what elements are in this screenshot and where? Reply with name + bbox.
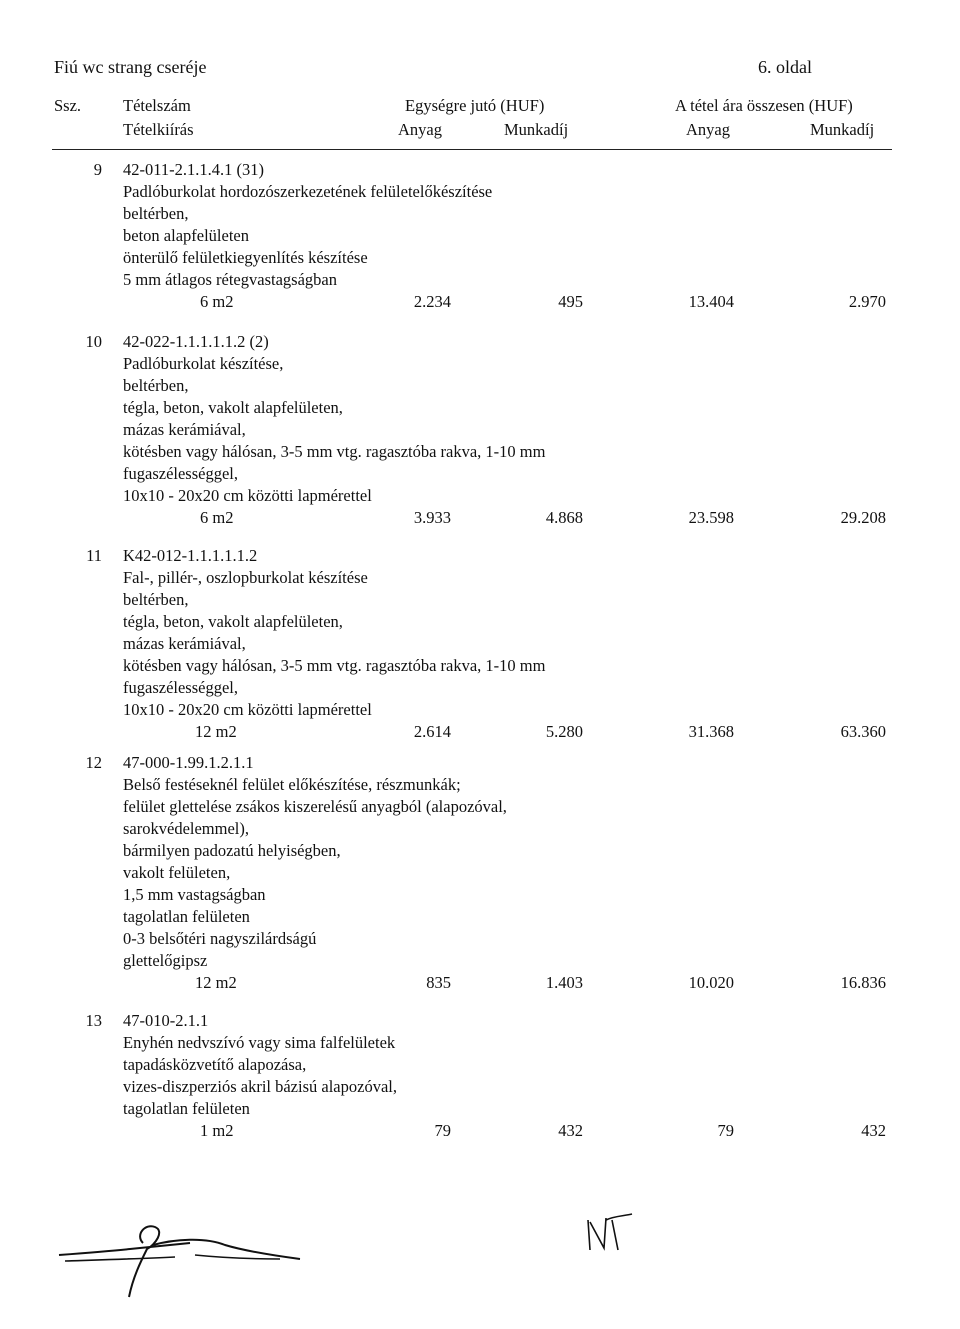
- item-line: Fal-, pillér-, oszlopburkolat készítése: [123, 568, 368, 587]
- unit-munkadij: 1.403: [545, 973, 583, 992]
- unit-munkadij: 432: [558, 1121, 583, 1140]
- item-number: 13: [85, 1011, 102, 1030]
- unit-anyag: 835: [426, 973, 451, 992]
- item-quantity: 12 m2: [195, 722, 237, 741]
- item-line: vakolt felületen,: [123, 863, 231, 882]
- item-line: beltérben,: [123, 204, 189, 223]
- item-line: 10x10 - 20x20 cm közötti lapmérettel: [123, 486, 372, 505]
- unit-munkadij: 495: [558, 292, 583, 311]
- item-line: Padlóburkolat készítése,: [123, 354, 284, 373]
- item-line: beton alapfelületen: [123, 226, 249, 245]
- item-code: 42-011-2.1.1.4.1 (31): [123, 160, 264, 179]
- item-line: fugaszélességgel,: [123, 678, 238, 697]
- total-anyag: 23.598: [688, 508, 734, 527]
- col-tetelszam: Tételszám: [123, 96, 191, 115]
- item-code: K42-012-1.1.1.1.1.2: [123, 546, 258, 565]
- item-line: Padlóburkolat hordozószerkezetének felületelőkészítése: [123, 182, 493, 201]
- page-number: 6. oldal: [758, 57, 812, 77]
- total-anyag: 79: [717, 1121, 734, 1140]
- initials-signature: [582, 1208, 642, 1258]
- item-line: kötésben vagy hálósan, 3-5 mm vtg. ragasztóba rakva, 1-10 mm: [123, 442, 546, 461]
- total-anyag: 13.404: [688, 292, 734, 311]
- signature-left: [55, 1215, 315, 1305]
- unit-anyag: 3.933: [413, 508, 451, 527]
- item-line: 0-3 belsőtéri nagyszilárdságú: [123, 929, 317, 948]
- item-line: vizes-diszperziós akril bázisú alapozóval,: [123, 1077, 397, 1096]
- item-description: [123, 752, 507, 972]
- item-line: glettelőgipsz: [123, 951, 208, 970]
- item-number: 11: [86, 546, 102, 565]
- item-description: [123, 159, 492, 291]
- total-munkadij: 16.836: [840, 973, 886, 992]
- item-line: bármilyen padozatú helyiségben,: [123, 841, 341, 860]
- unit-munkadij: 5.280: [545, 722, 583, 741]
- total-anyag: 31.368: [688, 722, 734, 741]
- item-line: beltérben,: [123, 590, 189, 609]
- col-ssz: Ssz.: [54, 96, 82, 115]
- item-line: sarokvédelemmel),: [123, 819, 249, 838]
- item-line: felület glettelése zsákos kiszerelésű anyagból (alapozóval,: [123, 797, 507, 816]
- item-line: tagolatlan felületen: [123, 907, 250, 926]
- total-munkadij: 29.208: [840, 508, 886, 527]
- item-quantity: 12 m2: [195, 973, 237, 992]
- item-code: 47-000-1.99.1.2.1.1: [123, 753, 254, 772]
- item-description: [123, 331, 545, 507]
- item-line: 10x10 - 20x20 cm közötti lapmérettel: [123, 700, 372, 719]
- col-munkadij-unit: Munkadíj: [504, 120, 569, 139]
- item-code: 42-022-1.1.1.1.1.2 (2): [123, 332, 269, 351]
- col-tetel-ara-osszesen: A tétel ára összesen (HUF): [675, 96, 853, 115]
- unit-munkadij: 4.868: [545, 508, 583, 527]
- item-quantity: 1 m2: [200, 1121, 234, 1140]
- col-anyag-unit: Anyag: [398, 120, 442, 139]
- total-munkadij: 432: [861, 1121, 886, 1140]
- col-tetelkiiras: Tételkiírás: [123, 120, 194, 139]
- item-line: kötésben vagy hálósan, 3-5 mm vtg. ragasztóba rakva, 1-10 mm: [123, 656, 546, 675]
- item-quantity: 6 m2: [200, 508, 234, 527]
- item-number: 12: [85, 753, 102, 772]
- item-line: tégla, beton, vakolt alapfelületen,: [123, 612, 343, 631]
- unit-anyag: 2.614: [413, 722, 451, 741]
- total-munkadij: 2.970: [848, 292, 886, 311]
- unit-anyag: 2.234: [413, 292, 451, 311]
- item-line: beltérben,: [123, 376, 189, 395]
- unit-anyag: 79: [434, 1121, 451, 1140]
- item-quantity: 6 m2: [200, 292, 234, 311]
- col-egysegre-juto: Egységre jutó (HUF): [405, 96, 545, 115]
- item-line: tagolatlan felületen: [123, 1099, 250, 1118]
- total-munkadij: 63.360: [840, 722, 886, 741]
- total-anyag: 10.020: [688, 973, 734, 992]
- item-line: 5 mm átlagos rétegvastagságban: [123, 270, 337, 289]
- item-number: 9: [93, 160, 102, 179]
- item-line: 1,5 mm vastagságban: [123, 885, 266, 904]
- item-code: 47-010-2.1.1: [123, 1011, 209, 1030]
- col-anyag-total: Anyag: [686, 120, 730, 139]
- document-title: Fiú wc strang cseréje: [54, 57, 207, 77]
- item-line: mázas kerámiával,: [123, 420, 246, 439]
- item-number: 10: [85, 332, 102, 351]
- item-line: fugaszélességgel,: [123, 464, 238, 483]
- item-line: tégla, beton, vakolt alapfelületen,: [123, 398, 343, 417]
- item-line: Enyhén nedvszívó vagy sima falfelületek: [123, 1033, 396, 1052]
- item-line: Belső festéseknél felület előkészítése, részmunkák;: [123, 775, 461, 794]
- item-description: [123, 1010, 397, 1120]
- item-description: [123, 545, 545, 721]
- header-divider: [52, 149, 892, 150]
- item-line: mázas kerámiával,: [123, 634, 246, 653]
- item-line: tapadásközvetítő alapozása,: [123, 1055, 307, 1074]
- col-munkadij-total: Munkadíj: [810, 120, 875, 139]
- item-line: önterülő felületkiegyenlítés készítése: [123, 248, 368, 267]
